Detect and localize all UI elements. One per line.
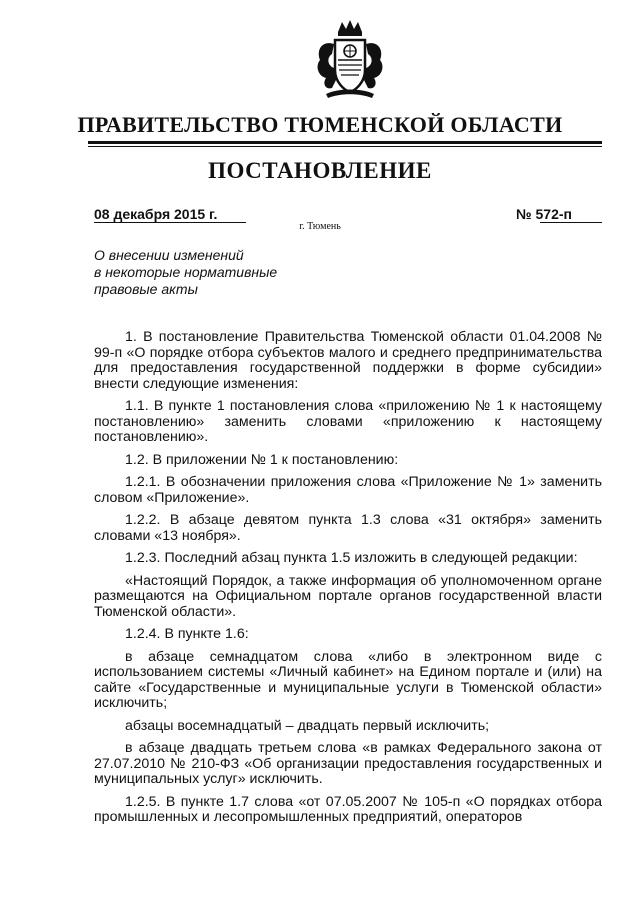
subject-line: правовые акты <box>94 281 198 297</box>
document-subject <box>94 247 324 298</box>
body-paragraph: 1. В постановление Правительства Тюменской области 01.04.2008 № 99-п «О порядке отбора субъектов малого и среднего предпринимательства для предоставления государственной поддержки в форме субсидии» внести следующие изменения: <box>94 329 602 392</box>
document-number: № 572-п <box>516 206 572 222</box>
body-paragraph: «Настоящий Порядок, а также информация об уполномоченном органе размещаются на Официальном портале органов государственной власти Тюменской области». <box>94 572 602 620</box>
document-type-title: ПОСТАНОВЛЕНИЕ <box>208 158 432 183</box>
body-paragraph: 1.2.4. В пункте 1.6: <box>125 626 249 642</box>
body-paragraph: в абзаце семнадцатом слова «либо в электронном виде с использованием системы «Личный кабинет» на Едином портале и (или) на сайте «Государственные и муниципальные услуги в Тюменской области» исключить; <box>94 648 602 711</box>
document-date: 08 декабря 2015 г. <box>94 206 218 222</box>
government-title: ПРАВИТЕЛЬСТВО ТЮМЕНСКОЙ ОБЛАСТИ <box>77 112 563 137</box>
coat-of-arms-graphic <box>312 18 388 102</box>
body-paragraph: 1.2.1. В обозначении приложения слова «Приложение № 1» заменить словом «Приложение». <box>94 474 602 506</box>
subject-line: О внесении изменений <box>94 247 244 263</box>
document-city: г. Тюмень <box>299 221 341 232</box>
body-paragraph: 1.2. В приложении № 1 к постановлению: <box>125 451 399 468</box>
header-rule-thin <box>88 146 602 147</box>
body-paragraph: 1.2.5. В пункте 1.7 слова «от 07.05.2007 № 105-п «О порядках отбора промышленных и лесопромышленных предприятий, операторов <box>94 793 602 825</box>
body-paragraph: абзацы восемнадцатый – двадцать первый исключить; <box>125 717 490 734</box>
coat-of-arms-icon <box>312 18 388 102</box>
body-paragraph: 1.2.3. Последний абзац пункта 1.5 изложить в следующей редакции: <box>125 550 578 566</box>
body-paragraph: 1.2.2. В абзаце девятом пункта 1.3 слова «31 октября» заменить словами «13 ноября». <box>94 512 602 544</box>
header-rule-thick <box>88 141 602 144</box>
subject-line: в некоторые нормативные <box>94 264 278 280</box>
body-paragraph: 1.1. В пункте 1 постановления слова «приложению № 1 к настоящему постановлению» заменить словами «приложению к настоящему постановлению». <box>94 398 602 445</box>
body-paragraph: в абзаце двадцать третьем слова «в рамках Федерального закона от 27.07.2010 № 210-ФЗ «Об организации предоставления государственных и муниципальных услуг» исключить. <box>94 740 602 787</box>
document-body <box>94 330 602 826</box>
